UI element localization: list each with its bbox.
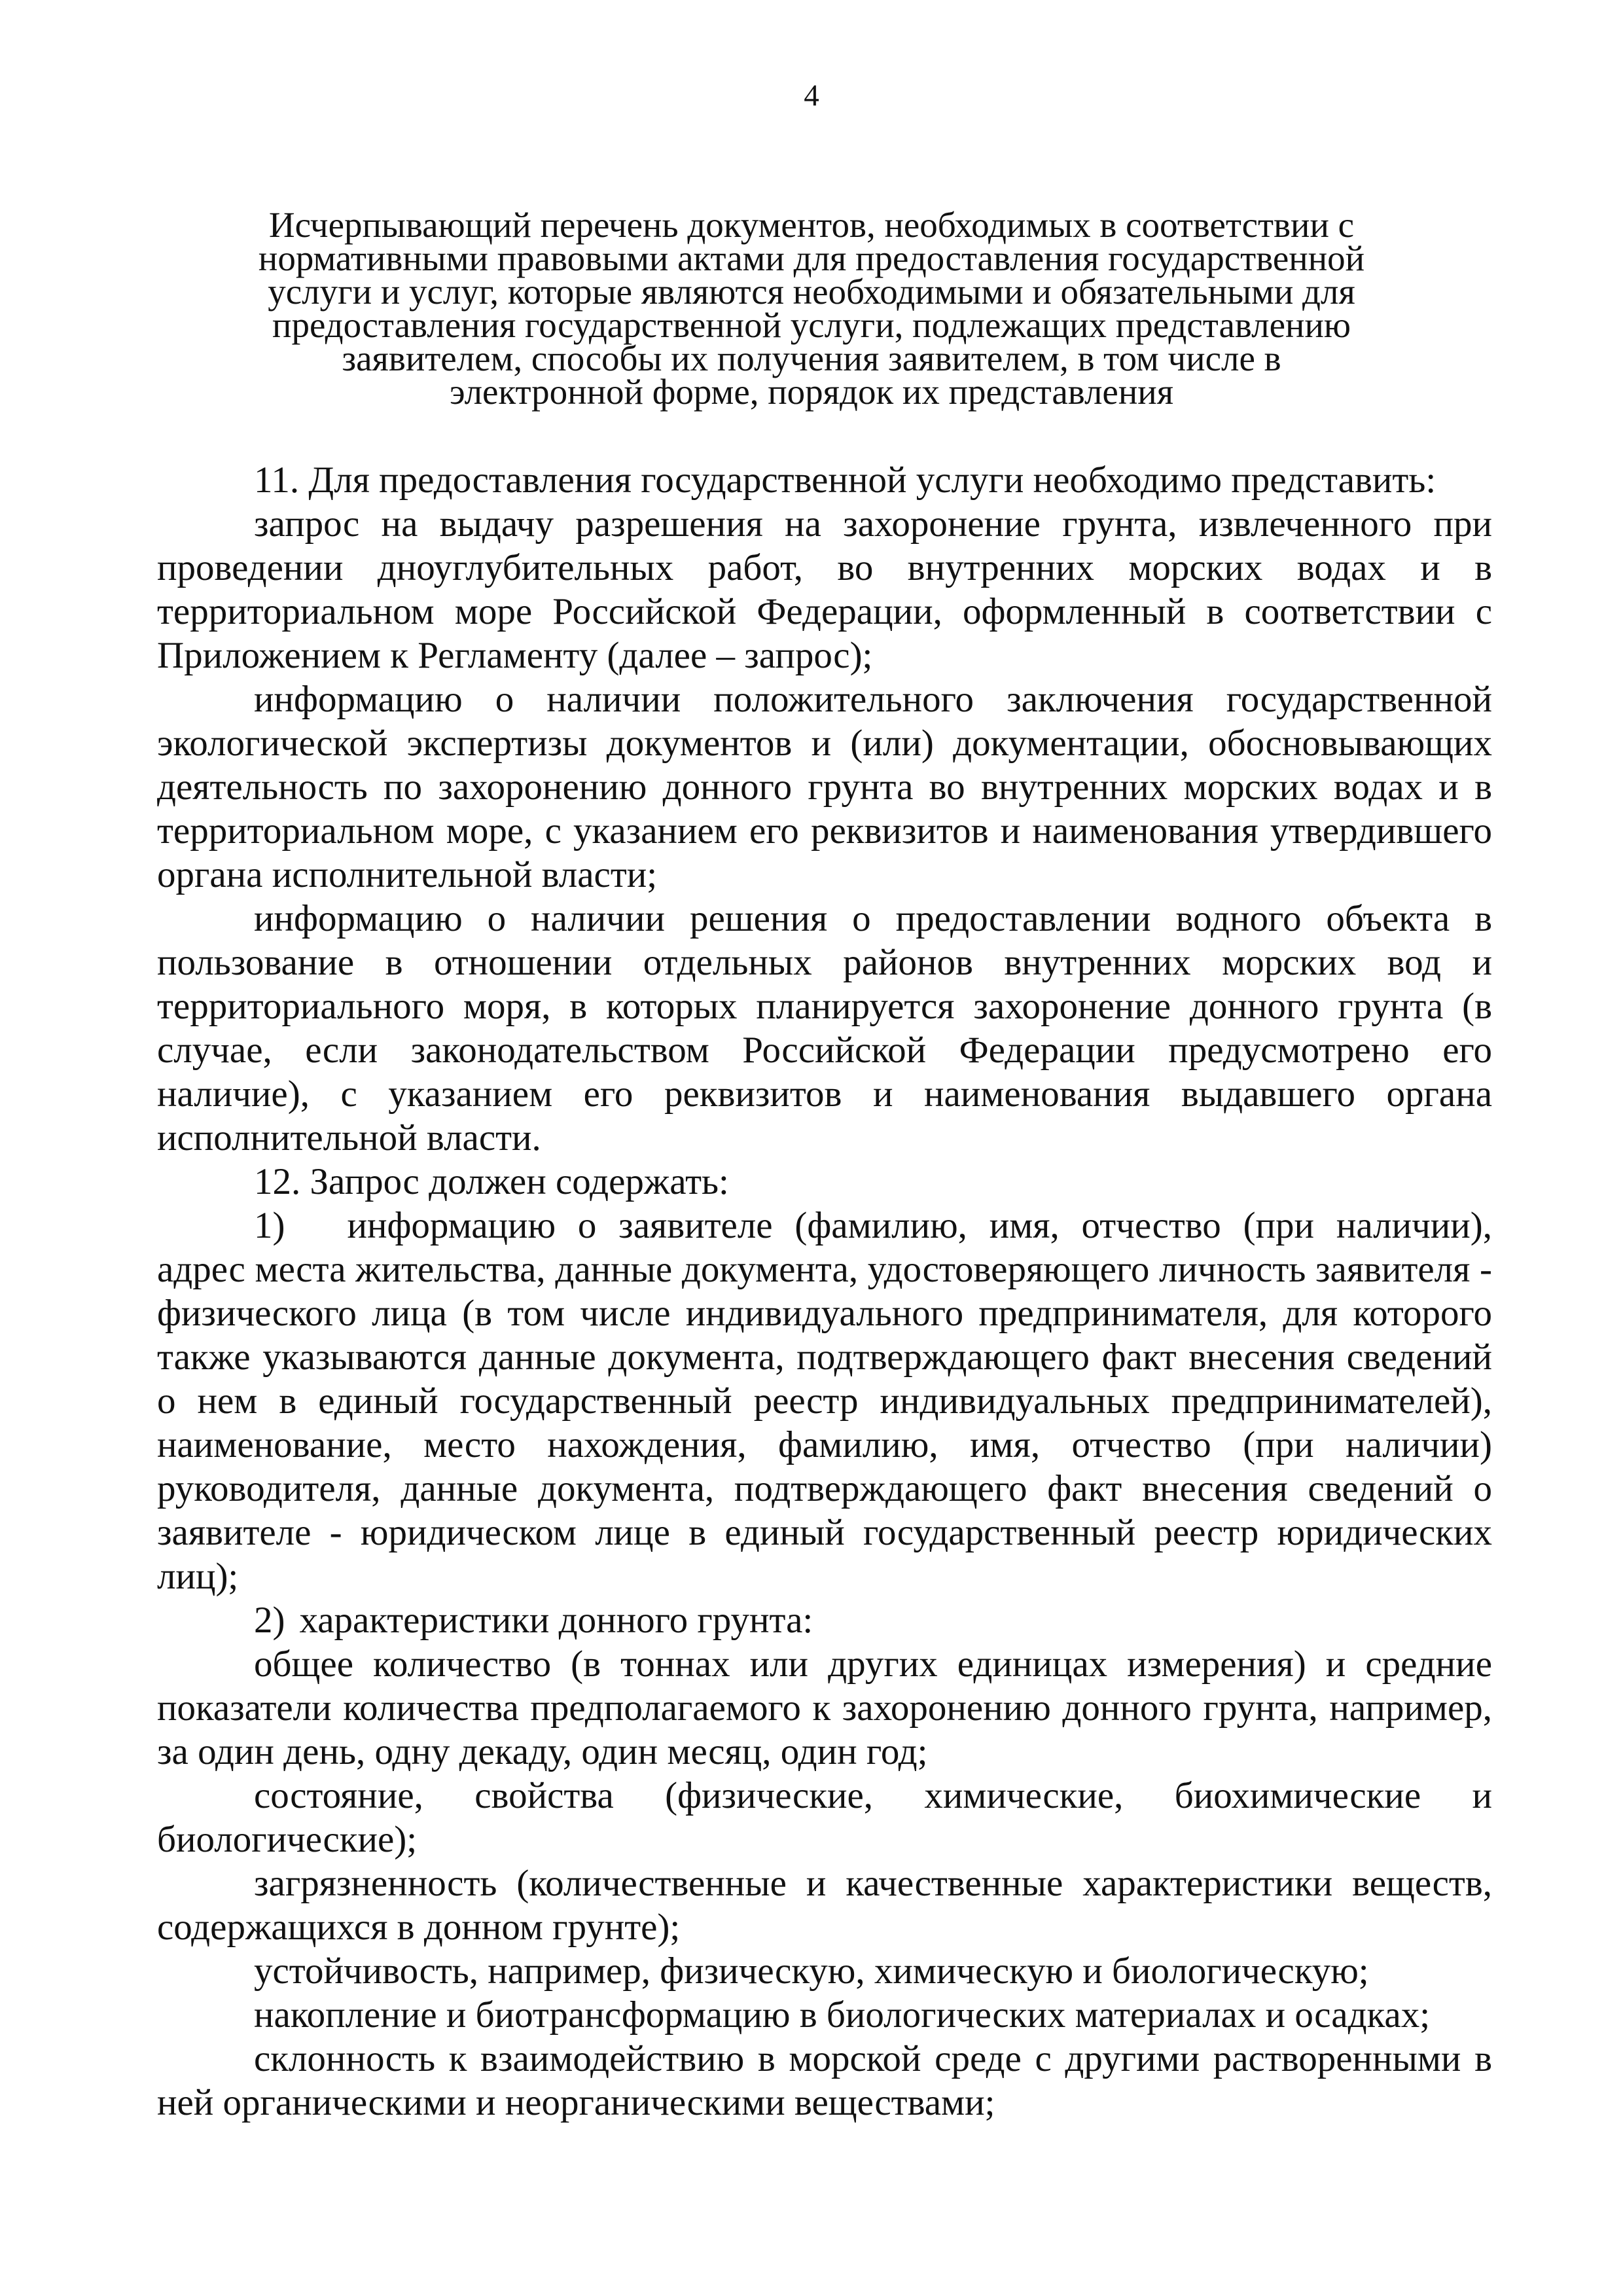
list-item-2-number: 2) — [254, 1600, 285, 1641]
heading-line: заявителем, способы их получения заявителем, в том числе в — [342, 338, 1281, 378]
list-item-1-number: 1) — [254, 1205, 285, 1246]
heading-line: нормативными правовыми актами для предоставления государственной — [258, 238, 1365, 278]
characteristic-quantity: общее количество (в тоннах или других единицах измерения) и средние показатели количества предполагаемого к захоронению донного грунта, например, за один день, одну декаду, один месяц, один год; — [157, 1643, 1492, 1772]
characteristic-pollution: загрязненность (количественные и качественные характеристики веществ, содержащихся в донном грунте); — [157, 1863, 1492, 1948]
paragraph-info-water: информацию о наличии решения о предоставлении водного объекта в пользование в отношении отдельных районов внутренних морских вод и территориального моря, в которых планируется захоронение донного грунта (в случае, если законодательством Российской Федерации предусмотрено его наличие), с указанием его реквизитов и наименования выдавшего органа исполнительной власти. — [157, 898, 1492, 1158]
list-item-2-text: характеристики донного грунта: — [299, 1600, 813, 1641]
heading-line: услуги и услуг, которые являются необходимыми и обязательными для — [268, 272, 1355, 312]
characteristic-state: состояние, свойства (физические, химические, биохимические и биологические); — [157, 1775, 1492, 1860]
paragraph-11: 11. Для предоставления государственной услуги необходимо представить: — [254, 459, 1436, 501]
list-item-2 — [157, 1598, 1492, 1642]
heading-line: Исчерпывающий перечень документов, необходимых в соответствии с — [268, 205, 1355, 245]
characteristic-interaction: склонность к взаимодействию в морской среде с другими растворенными в ней органическими и неорганическими веществами; — [157, 2038, 1492, 2123]
paragraph-info-expertise: информацию о наличии положительного заключения государственной экологической экспертизы документов и (или) документации, обосновывающих деятельность по захоронению донного грунта во внутренних морских водах и в территориальном море, с указанием его реквизитов и наименования утвердившего органа исполнительной власти; — [157, 679, 1492, 895]
page-number: 4 — [804, 79, 819, 113]
list-item-1 — [157, 1204, 1492, 1598]
heading-line: электронной форме, порядок их представления — [449, 372, 1173, 412]
paragraph-request: запрос на выдачу разрешения на захоронение грунта, извлеченного при проведении дноуглубительных работ, во внутренних морских водах и в территориальном море Российской Федерации, оформленный в соответствии с Приложением к Регламенту (далее – запрос); — [157, 503, 1492, 676]
characteristic-accumulation: накопление и биотрансформацию в биологических материалах и осадках; — [254, 1994, 1431, 2036]
paragraph-12: 12. Запрос должен содержать: — [254, 1161, 729, 1202]
characteristic-stability: устойчивость, например, физическую, химическую и биологическую; — [254, 1950, 1369, 1992]
document-body — [157, 458, 1492, 2125]
list-item-1-text: информацию о заявителе (фамилию, имя, отчество (при наличии), адрес места жительства, данные документа, удостоверяющего личность заявителя - физического лица (в том числе индивидуального предпринимателя, для которого также указываются данные документа, подтверждающего факт внесения сведений о нем в единый государственный реестр индивидуальных предпринимателей), наименование, место нахождения, фамилию, имя, отчество (при наличии) руководителя, данные документа, подтверждающего факт внесения сведений о заявителе - юридическом лице в единый государственный реестр юридических лиц); — [157, 1205, 1492, 1597]
section-heading — [223, 205, 1400, 412]
heading-line: предоставления государственной услуги, подлежащих представлению — [272, 305, 1351, 345]
